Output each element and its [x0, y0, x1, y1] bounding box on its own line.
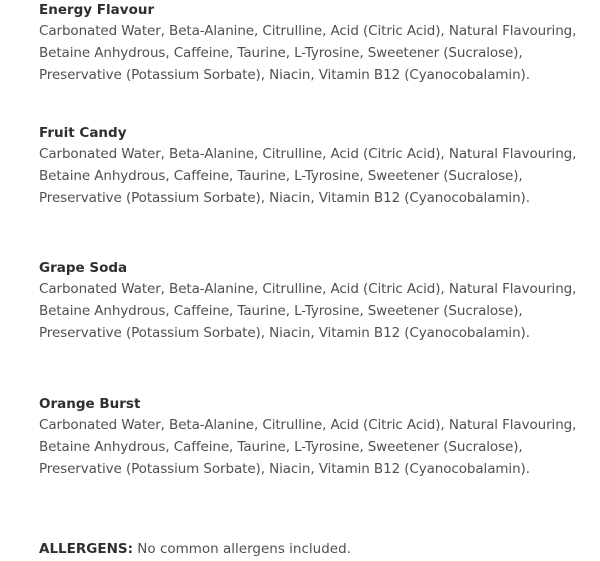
ingredients-line: Preservative (Potassium Sorbate), Niacin, Vitamin B12 (Cyanocobalamin). — [39, 461, 530, 477]
allergens-statement — [39, 539, 351, 559]
flavour-title: Fruit Candy — [39, 125, 127, 141]
allergens-text: No common allergens included. — [133, 541, 351, 557]
ingredients-line: Betaine Anhydrous, Caffeine, Taurine, L-Tyrosine, Sweetener (Sucralose), — [39, 168, 523, 184]
ingredients-line: Carbonated Water, Beta-Alanine, Citrulline, Acid (Citric Acid), Natural Flavouring, — [39, 146, 577, 162]
ingredients-line: Betaine Anhydrous, Caffeine, Taurine, L-Tyrosine, Sweetener (Sucralose), — [39, 439, 523, 455]
ingredients-line: Betaine Anhydrous, Caffeine, Taurine, L-Tyrosine, Sweetener (Sucralose), — [39, 303, 523, 319]
ingredients-line: Carbonated Water, Beta-Alanine, Citrulline, Acid (Citric Acid), Natural Flavouring, — [39, 281, 577, 297]
flavour-section-grape-soda — [39, 258, 594, 344]
ingredients-line: Preservative (Potassium Sorbate), Niacin, Vitamin B12 (Cyanocobalamin). — [39, 67, 530, 83]
ingredients-line: Carbonated Water, Beta-Alanine, Citrulline, Acid (Citric Acid), Natural Flavouring, — [39, 417, 577, 433]
flavour-section-fruit-candy — [39, 123, 594, 209]
allergens-label: ALLERGENS: — [39, 541, 133, 557]
flavour-title: Grape Soda — [39, 260, 128, 276]
flavour-title: Orange Burst — [39, 396, 141, 412]
flavour-section-orange-burst — [39, 394, 594, 480]
ingredients-line: Preservative (Potassium Sorbate), Niacin, Vitamin B12 (Cyanocobalamin). — [39, 190, 530, 206]
flavour-title: Energy Flavour — [39, 2, 155, 18]
ingredients-line: Preservative (Potassium Sorbate), Niacin, Vitamin B12 (Cyanocobalamin). — [39, 325, 530, 341]
ingredients-line: Carbonated Water, Beta-Alanine, Citrulline, Acid (Citric Acid), Natural Flavouring, — [39, 23, 577, 39]
ingredients-line: Betaine Anhydrous, Caffeine, Taurine, L-Tyrosine, Sweetener (Sucralose), — [39, 45, 523, 61]
flavour-section-energy-flavour — [39, 0, 594, 86]
